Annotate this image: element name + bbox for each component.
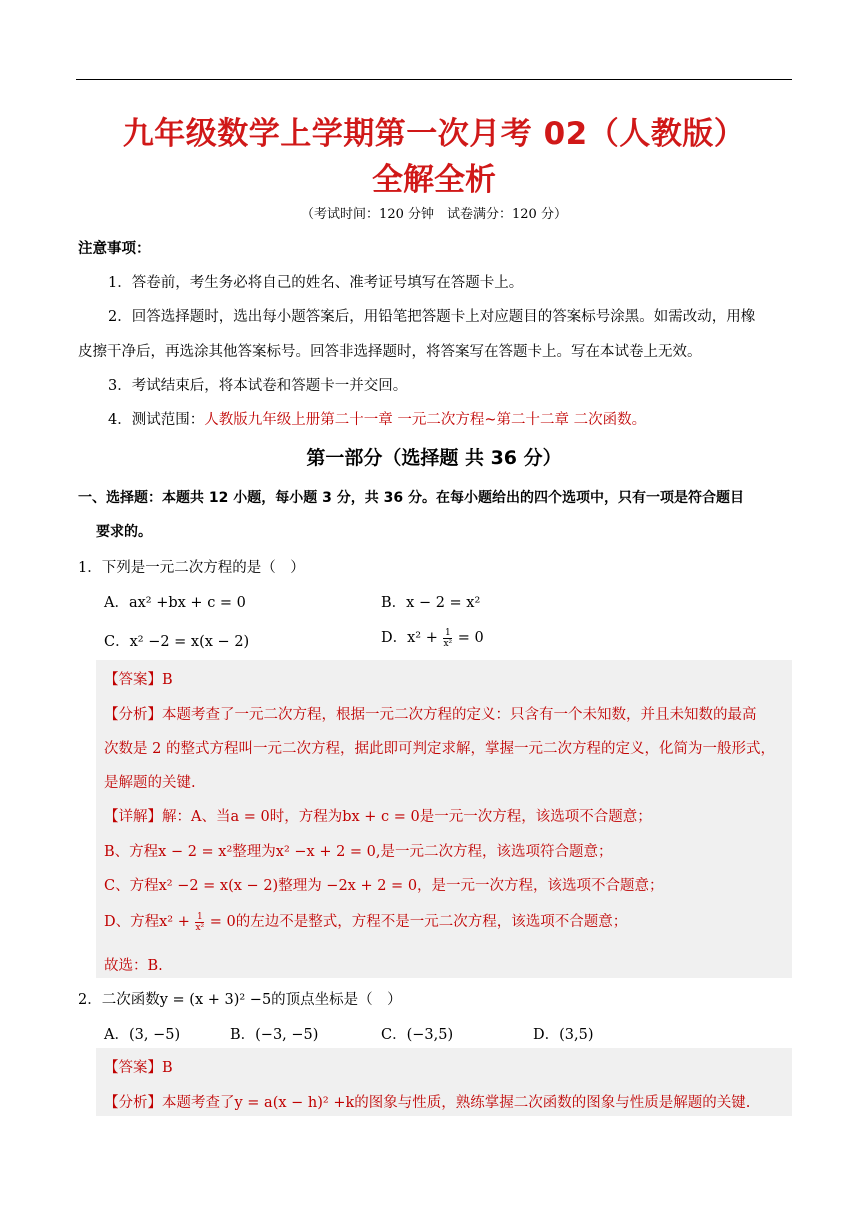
q1-analysis-c: 是解题的关键. (104, 775, 196, 791)
q2-option-a: A．(3, −5) (104, 1027, 181, 1043)
q1-option-b: B．x − 2 = x² (381, 595, 481, 611)
fraction-denominator: x² (443, 638, 453, 649)
notice-item-3: 3．考试结束后，将本试卷和答题卡一并交回。 (108, 378, 408, 394)
q1-detail-c: C、方程x² −2 = x(x − 2)整理为 −2x + 2 = 0，是一元一次方程，该选项不合题意； (104, 878, 664, 894)
title-line-2: 全解全析 (372, 162, 496, 198)
q1-option-a: A．ax² +bx + c = 0 (104, 595, 246, 611)
notice-item-2a: 2．回答选择题时，选出每小题答案后，用铅笔把答题卡上对应题目的答案标号涂黑。如需改动，用橡 (108, 309, 756, 325)
section-intro-a: 一、选择题：本题共 12 小题，每小题 3 分，共 36 分。在每小题给出的四个选项中，只有一项是符合题目 (78, 490, 744, 506)
q1-detail-d-post: = 0的左边不是整式，方程不是一元二次方程，该选项不合题意； (205, 914, 628, 930)
q1-analysis-a: 【分析】本题考查了一元二次方程，根据一元二次方程的定义：只含有一个未知数，并且未知数的最高 (104, 707, 757, 723)
q1-stem: 1．下列是一元二次方程的是（ ） (78, 560, 305, 576)
fraction-numerator: 1 (196, 911, 203, 922)
q2-option-b: B．(−3, −5) (230, 1027, 319, 1043)
test-range: 人教版九年级上册第二十一章 一元二次方程~第二十二章 二次函数。 (204, 412, 647, 428)
q1-detail-d (104, 910, 627, 933)
q2-option-c: C．(−3,5) (381, 1027, 454, 1043)
section-intro-b: 要求的。 (96, 524, 152, 540)
q1-detail-a: 【详解】解：A、当a = 0时，方程为bx + c = 0是一元一次方程，该选项不合题意； (104, 809, 652, 825)
notice-item-4-prefix: 4．测试范围： (108, 412, 205, 428)
q2-analysis: 【分析】本题考查了y = a(x − h)² +k的图象与性质，熟练掌握二次函数的图象与性质是解题的关键. (104, 1095, 751, 1111)
q1-option-c: C．x² −2 = x(x − 2) (104, 634, 250, 650)
q1-detail-b: B、方程x − 2 = x²整理为x² −x + 2 = 0,是一元二次方程，该选项符合题意； (104, 844, 613, 860)
q1-option-d (381, 626, 484, 649)
fraction-denominator: x² (195, 922, 205, 933)
notice-item-4 (108, 408, 646, 429)
notice-item-2b: 皮擦干净后，再选涂其他答案标号。回答非选择题时，将答案写在答题卡上。写在本试卷上无效。 (78, 344, 702, 360)
q1-detail-d-pre: D、方程x² + (104, 914, 195, 930)
notice-item-1: 1．答卷前，考生务必将自己的姓名、准考证号填写在答题卡上。 (108, 275, 524, 291)
notice-heading: 注意事项： (78, 241, 151, 257)
q2-answer: 【答案】B (104, 1060, 173, 1076)
q1-analysis-b: 次数是 2 的整式方程叫一元二次方程，据此即可判定求解，掌握一元二次方程的定义，化简为一般形式， (104, 741, 775, 757)
q1-option-d-pre: D．x² + (381, 630, 443, 646)
q1-option-d-post: = 0 (453, 630, 484, 646)
fraction-numerator: 1 (444, 627, 451, 638)
q1-answer: 【答案】B (104, 672, 173, 688)
exam-meta: （考试时间：120 分钟 试卷满分：120 分） (301, 207, 567, 222)
title-line-1: 九年级数学上学期第一次月考 02（人教版） (122, 116, 746, 152)
fraction (195, 912, 204, 933)
q2-option-d: D．(3,5) (533, 1027, 594, 1043)
section-title: 第一部分（选择题 共 36 分） (306, 447, 562, 469)
fraction (443, 628, 452, 649)
q1-conclusion: 故选：B. (104, 958, 163, 974)
q2-stem: 2．二次函数y = (x + 3)² −5的顶点坐标是（ ） (78, 992, 402, 1008)
top-rule (76, 79, 792, 80)
